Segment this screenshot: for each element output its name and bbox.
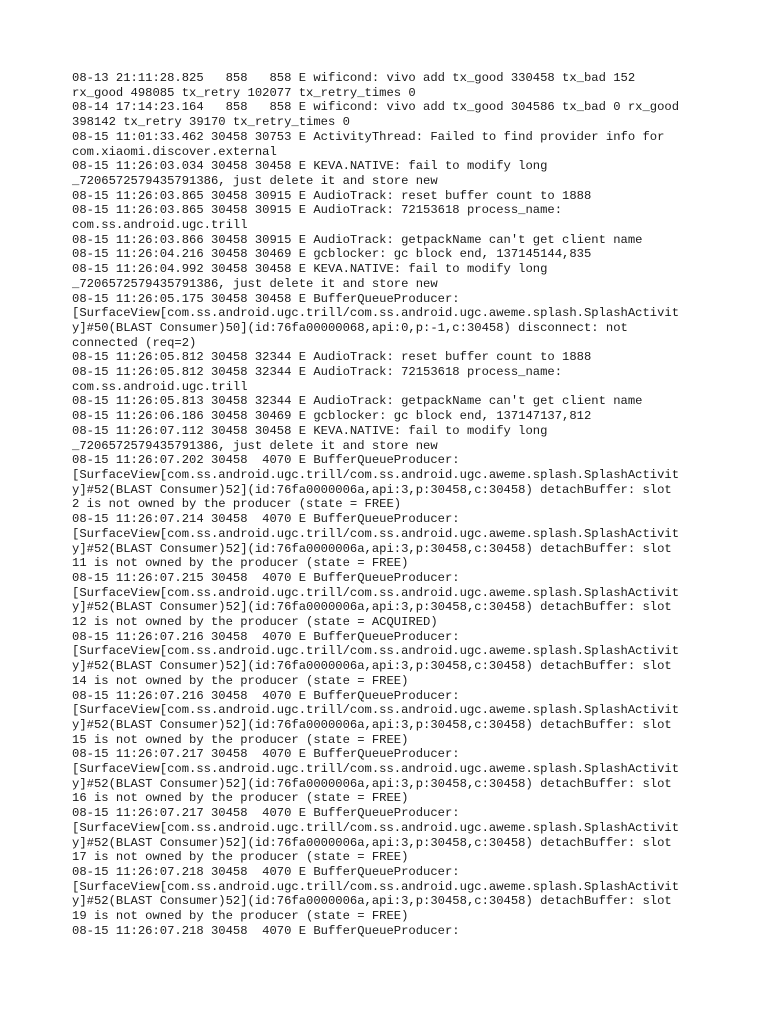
log-line: 2 is not owned by the producer (state = FREE) xyxy=(72,497,402,512)
log-line: 15 is not owned by the producer (state = FREE) xyxy=(72,732,409,747)
log-line: 08-15 11:01:33.462 30458 30753 E ActivityThread: Failed to find provider info for xyxy=(72,129,665,144)
log-line: [SurfaceView[com.ss.android.ugc.trill/com.ss.android.ugc.aweme.splash.SplashActivit xyxy=(72,585,680,600)
log-line: 12 is not owned by the producer (state = ACQUIRED) xyxy=(72,615,438,630)
log-line: 11 is not owned by the producer (state = FREE) xyxy=(72,556,409,571)
log-line: 08-15 11:26:07.216 30458 4070 E BufferQueueProducer: xyxy=(72,629,460,644)
log-line: 08-15 11:26:04.216 30458 30469 E gcblocker: gc block end, 137145144,835 xyxy=(72,247,592,262)
log-line: 08-15 11:26:07.218 30458 4070 E BufferQueueProducer: xyxy=(72,923,460,938)
log-line: _7206572579435791386, just delete it and store new xyxy=(72,276,438,291)
log-line: y]#52(BLAST Consumer)52](id:76fa0000006a,api:3,p:30458,c:30458) detachBuffer: slot xyxy=(72,659,672,674)
log-line: y]#52(BLAST Consumer)52](id:76fa0000006a,api:3,p:30458,c:30458) detachBuffer: slot xyxy=(72,776,672,791)
log-line: 08-15 11:26:05.812 30458 32344 E AudioTrack: reset buffer count to 1888 xyxy=(72,350,592,365)
log-line: y]#52(BLAST Consumer)52](id:76fa0000006a,api:3,p:30458,c:30458) detachBuffer: slot xyxy=(72,717,672,732)
log-line: 08-15 11:26:07.218 30458 4070 E BufferQueueProducer: xyxy=(72,864,460,879)
log-line: [SurfaceView[com.ss.android.ugc.trill/com.ss.android.ugc.aweme.splash.SplashActivit xyxy=(72,467,680,482)
log-line: 08-15 11:26:05.812 30458 32344 E AudioTrack: 72153618 process_name: xyxy=(72,365,563,380)
log-line: 08-15 11:26:07.216 30458 4070 E BufferQueueProducer: xyxy=(72,688,460,703)
log-line: rx_good 498085 tx_retry 102077 tx_retry_times 0 xyxy=(72,85,416,100)
log-line: 08-13 21:11:28.825 858 858 E wificond: vivo add tx_good 330458 tx_bad 152 xyxy=(72,71,636,85)
log-line: [SurfaceView[com.ss.android.ugc.trill/com.ss.android.ugc.aweme.splash.SplashActivit xyxy=(72,306,680,321)
log-line: y]#52(BLAST Consumer)52](id:76fa0000006a,api:3,p:30458,c:30458) detachBuffer: slot xyxy=(72,541,672,556)
log-line: [SurfaceView[com.ss.android.ugc.trill/com.ss.android.ugc.aweme.splash.SplashActivit xyxy=(72,526,680,541)
log-line: 17 is not owned by the producer (state = FREE) xyxy=(72,850,409,865)
log-line: [SurfaceView[com.ss.android.ugc.trill/com.ss.android.ugc.aweme.splash.SplashActivit xyxy=(72,644,680,659)
log-line: 08-15 11:26:05.813 30458 32344 E AudioTrack: getpackName can't get client name xyxy=(72,394,643,409)
log-line: 08-15 11:26:07.112 30458 30458 E KEVA.NATIVE: fail to modify long xyxy=(72,423,548,438)
log-line: y]#52(BLAST Consumer)52](id:76fa0000006a,api:3,p:30458,c:30458) detachBuffer: slot xyxy=(72,894,672,909)
log-line: com.ss.android.ugc.trill xyxy=(72,379,248,394)
log-line: 08-15 11:26:07.214 30458 4070 E BufferQueueProducer: xyxy=(72,512,460,527)
log-line: 08-15 11:26:03.866 30458 30915 E AudioTrack: getpackName can't get client name xyxy=(72,232,643,247)
log-document xyxy=(72,71,712,938)
log-line: [SurfaceView[com.ss.android.ugc.trill/com.ss.android.ugc.aweme.splash.SplashActivit xyxy=(72,703,680,718)
log-line: [SurfaceView[com.ss.android.ugc.trill/com.ss.android.ugc.aweme.splash.SplashActivit xyxy=(72,879,680,894)
log-line: connected (req=2) xyxy=(72,335,197,350)
log-line: 08-15 11:26:03.865 30458 30915 E AudioTrack: 72153618 process_name: xyxy=(72,203,563,218)
log-line: 08-15 11:26:06.186 30458 30469 E gcblocker: gc block end, 137147137,812 xyxy=(72,409,592,424)
log-line: com.xiaomi.discover.external xyxy=(72,144,277,159)
log-line: y]#52(BLAST Consumer)52](id:76fa0000006a,api:3,p:30458,c:30458) detachBuffer: slot xyxy=(72,482,672,497)
log-line: 398142 tx_retry 39170 tx_retry_times 0 xyxy=(72,115,350,130)
log-line: [SurfaceView[com.ss.android.ugc.trill/com.ss.android.ugc.aweme.splash.SplashActivit xyxy=(72,762,680,777)
log-line: y]#52(BLAST Consumer)52](id:76fa0000006a,api:3,p:30458,c:30458) detachBuffer: slot xyxy=(72,600,672,615)
log-line: 08-15 11:26:07.217 30458 4070 E BufferQueueProducer: xyxy=(72,806,460,821)
log-line: y]#50(BLAST Consumer)50](id:76fa00000068,api:0,p:-1,c:30458) disconnect: not xyxy=(72,320,628,335)
log-line: 08-15 11:26:04.992 30458 30458 E KEVA.NATIVE: fail to modify long xyxy=(72,262,548,277)
log-line: 08-15 11:26:07.202 30458 4070 E BufferQueueProducer: xyxy=(72,453,460,468)
log-line: _7206572579435791386, just delete it and store new xyxy=(72,438,438,453)
log-line: 08-15 11:26:05.175 30458 30458 E BufferQueueProducer: xyxy=(72,291,460,306)
log-line: _7206572579435791386, just delete it and store new xyxy=(72,173,438,188)
log-line: 16 is not owned by the producer (state = FREE) xyxy=(72,791,409,806)
log-line: [SurfaceView[com.ss.android.ugc.trill/com.ss.android.ugc.aweme.splash.SplashActivit xyxy=(72,820,680,835)
log-line: 08-15 11:26:03.865 30458 30915 E AudioTrack: reset buffer count to 1888 xyxy=(72,188,592,203)
log-line: 08-14 17:14:23.164 858 858 E wificond: vivo add tx_good 304586 tx_bad 0 rx_good xyxy=(72,100,680,115)
log-line: y]#52(BLAST Consumer)52](id:76fa0000006a,api:3,p:30458,c:30458) detachBuffer: slot xyxy=(72,835,672,850)
log-line: 08-15 11:26:07.215 30458 4070 E BufferQueueProducer: xyxy=(72,570,460,585)
log-line: com.ss.android.ugc.trill xyxy=(72,218,248,233)
log-line: 19 is not owned by the producer (state = FREE) xyxy=(72,909,409,924)
log-line: 14 is not owned by the producer (state = FREE) xyxy=(72,673,409,688)
log-line: 08-15 11:26:03.034 30458 30458 E KEVA.NATIVE: fail to modify long xyxy=(72,159,548,174)
log-line: 08-15 11:26:07.217 30458 4070 E BufferQueueProducer: xyxy=(72,747,460,762)
